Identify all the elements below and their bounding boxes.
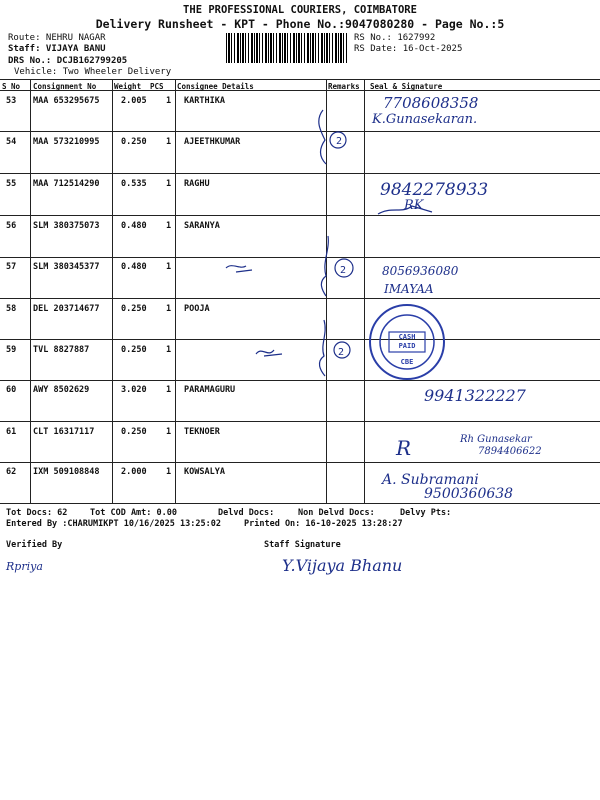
row-pcs: 1	[166, 96, 172, 106]
non-delvd-docs: Non Delvd Docs:	[298, 508, 375, 518]
col-sno: S No	[2, 82, 21, 91]
handwritten-name: A. Subramani	[382, 472, 479, 488]
route-label: Route: NEHRU NAGAR	[8, 33, 106, 43]
staff-signature: Y.Vijaya Bhanu	[282, 556, 403, 575]
row-weight: 2.000	[121, 467, 147, 477]
row-consignee: SARANYA	[184, 221, 220, 231]
col-seal: Seal & Signature	[370, 82, 443, 91]
circled-2: 2	[340, 265, 347, 276]
col-remarks: Remarks	[328, 82, 360, 91]
circled-2: 2	[338, 347, 345, 358]
col-weight: Weight	[114, 82, 142, 91]
row-consignee: RAGHU	[184, 179, 210, 189]
row-sno: 61	[6, 427, 17, 437]
handwritten-phone: 7894406622	[478, 446, 542, 457]
row-pcs: 1	[166, 304, 172, 314]
verifier-signature: Rpriya	[6, 560, 43, 573]
row-pcs: 1	[166, 262, 172, 272]
handwritten-name: Rh Gunasekar	[460, 434, 532, 445]
row-pcs: 1	[166, 385, 172, 395]
delvy-pts: Delvy Pts:	[400, 508, 452, 518]
row-consignee: KOWSALYA	[184, 467, 225, 477]
row-sno: 55	[6, 179, 17, 189]
stamp-cash: CASH	[398, 333, 416, 341]
stamp-paid: PAID	[398, 342, 416, 350]
row-consignment: SLM 380345377	[33, 262, 100, 272]
row-consignment: CLT 16317117	[33, 427, 95, 437]
entered-by: Entered By :CHARUMIKPT 10/16/2025 13:25:02	[6, 519, 221, 529]
row-pcs: 1	[166, 467, 172, 477]
row-weight: 2.005	[121, 96, 147, 106]
row-consignment: MAA 573210995	[33, 137, 100, 147]
staff-signature-label: Staff Signature	[264, 540, 341, 550]
handwritten-name: IMAYAA	[384, 282, 434, 296]
row-weight: 0.250	[121, 427, 147, 437]
rs-date: RS Date: 16-Oct-2025	[354, 44, 463, 54]
handwritten-name: K.Gunasekaran.	[372, 112, 478, 127]
report-title: THE PROFESSIONAL COURIERS, COIMBATORE	[183, 4, 417, 16]
row-consignment: MAA 712514290	[33, 179, 100, 189]
row-consignee: AJEETHKUMAR	[184, 137, 241, 147]
row-consignee: TEKNOER	[184, 427, 220, 437]
row-consignment: SLM 380375073	[33, 221, 100, 231]
tot-cod: Tot COD Amt: 0.00	[90, 508, 177, 518]
printed-on: Printed On: 16-10-2025 13:28:27	[244, 519, 403, 529]
col-consignment: Consignment No	[33, 82, 97, 91]
staff-label: Staff: VIJAYA BANU	[8, 44, 106, 54]
handwritten-phone: 9500360638	[424, 486, 514, 502]
row-sno: 53	[6, 96, 17, 106]
circled-2: 2	[336, 136, 343, 147]
drs-label: DRS No.: DCJB162799205	[8, 56, 128, 66]
row-weight: 3.020	[121, 385, 147, 395]
row-sno: 62	[6, 467, 17, 477]
report-subtitle: Delivery Runsheet - KPT - Phone No.:9047080280 - Page No.:5	[95, 17, 505, 31]
row-pcs: 1	[166, 221, 172, 231]
row-pcs: 1	[166, 345, 172, 355]
row-consignment: MAA 653295675	[33, 96, 100, 106]
handwritten-phone: 9842278933	[380, 180, 489, 200]
row-weight: 0.250	[121, 304, 147, 314]
row-sno: 57	[6, 262, 17, 272]
company-seal-stamp	[367, 302, 447, 382]
row-pcs: 1	[166, 179, 172, 189]
row-consignment: IXM 509108848	[33, 467, 100, 477]
handwritten-sig: R	[396, 436, 412, 460]
row-consignment: DEL 203714677	[33, 304, 100, 314]
row-consignment: TVL 8827887	[33, 345, 90, 355]
stamp-cbe: CBE	[400, 358, 414, 366]
row-consignee: PARAMAGURU	[184, 385, 236, 395]
col-consignee: Consignee Details	[177, 82, 254, 91]
row-weight: 0.250	[121, 345, 147, 355]
col-pcs: PCS	[150, 82, 164, 91]
row-pcs: 1	[166, 427, 172, 437]
verified-by: Verified By	[6, 540, 63, 550]
row-sno: 54	[6, 137, 17, 147]
row-weight: 0.480	[121, 221, 147, 231]
row-pcs: 1	[166, 137, 172, 147]
handwritten-phone: 7708608358	[383, 94, 479, 112]
row-sno: 60	[6, 385, 17, 395]
tot-docs: Tot Docs: 62	[6, 508, 68, 518]
row-weight: 0.535	[121, 179, 147, 189]
handwritten-initials: RK	[404, 198, 424, 213]
vehicle-label: Vehicle: Two Wheeler Delivery	[14, 67, 172, 77]
row-consignee: POOJA	[184, 304, 210, 314]
row-weight: 0.480	[121, 262, 147, 272]
row-sno: 56	[6, 221, 17, 231]
row-consignment: AWY 8502629	[33, 385, 90, 395]
handwritten-phone: 8056936080	[382, 264, 459, 278]
delvd-docs: Delvd Docs:	[218, 508, 275, 518]
row-consignee: KARTHIKA	[184, 96, 225, 106]
row-sno: 58	[6, 304, 17, 314]
row-weight: 0.250	[121, 137, 147, 147]
handwritten-phone: 9941322227	[424, 386, 526, 405]
row-sno: 59	[6, 345, 17, 355]
rs-no: RS No.: 1627992	[354, 33, 436, 43]
